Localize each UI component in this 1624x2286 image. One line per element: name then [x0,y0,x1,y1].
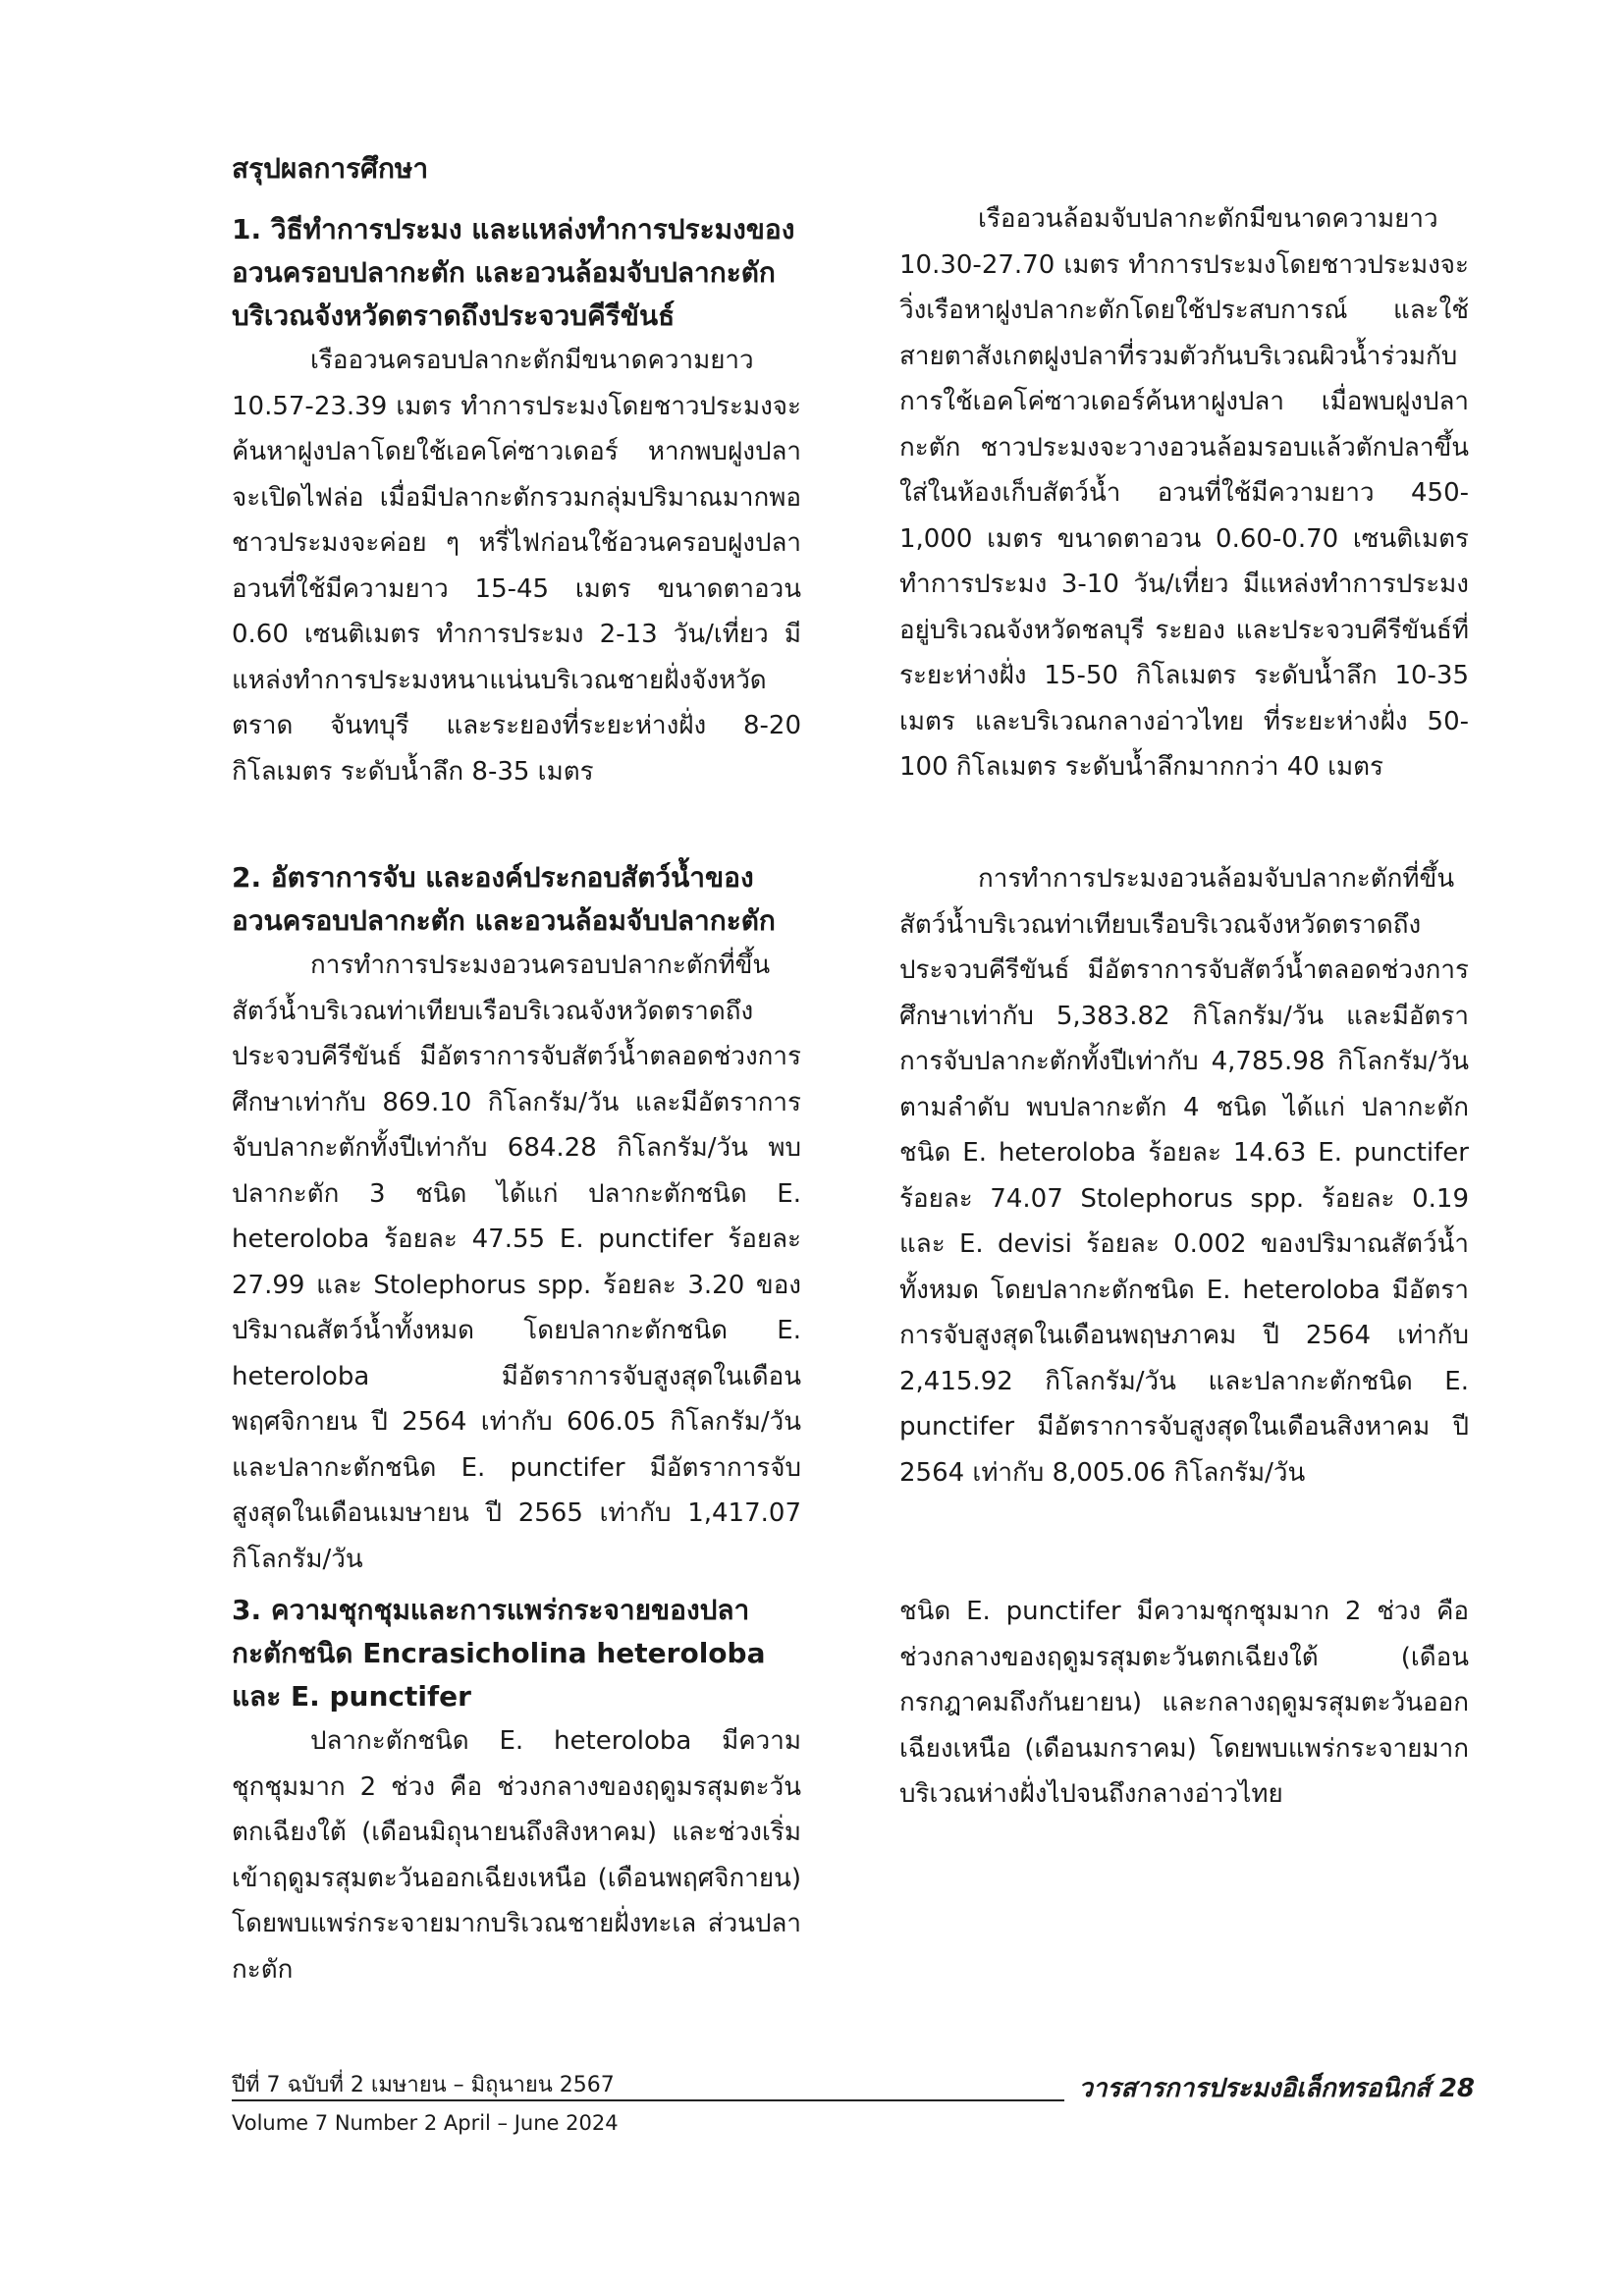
section-3-right-paragraph: ชนิด E. punctifer มีความชุกชุมมาก 2 ช่วง คือ ช่วงกลางของฤดูมรสุมตะวันตกเฉียงใต้ (เดือนกรกฎาคมถึงกันยายน) และกลางฤดูมรสุมตะวันออกเฉียงเหนือ (เดือนมกราคม) โดยพบแพร่กระจายมากบริเวณห่างฝั่งไปจนถึงกลางอ่าวไทย [899,1597,1469,1809]
left-column-top [232,147,801,794]
footer-journal-page: วารสารการประมงอิเล็กทรอนิกส์ 28 [1064,2074,1475,2103]
left-column-bottom [232,1589,801,1992]
footer-issue-thai: ปีที่ 7 ฉบับที่ 2 เมษายน – มิถุนายน 2567 [232,2073,615,2097]
section-2-heading: 2. อัตราการจับ และองค์ประกอบสัตว์น้ำของอวนครอบปลากะตัก และอวนล้อมจับปลากะตัก [232,861,776,937]
left-column-middle [232,856,801,1582]
section-2-left-paragraph: การทำการประมงอวนครอบปลากะตักที่ขึ้นสัตว์น้ำบริเวณท่าเทียบเรือบริเวณจังหวัดตราดถึงประจวบคีรีขันธ์ มีอัตราการจับสัตว์น้ำตลอดช่วงการศึกษาเท่ากับ 869.10 กิโลกรัม/วัน และมีอัตราการจับปลากะตักทั้งปีเท่ากับ 684.28 กิโลกรัม/วัน พบปลากะตัก 3 ชนิด ได้แก่ ปลากะตักชนิด E. heteroloba ร้อยละ 47.55 E. punctifer ร้อยละ 27.99 และ Stolephorus spp. ร้อยละ 3.20 ของปริมาณสัตว์น้ำทั้งหมด โดยปลากะตักชนิด E. heteroloba มีอัตราการจับสูงสุดในเดือนพฤศจิกายน ปี 2564 เท่ากับ 606.05 กิโลกรัม/วัน และปลากะตักชนิด E. punctifer มีอัตราการจับสูงสุดในเดือนเมษายน ปี 2565 เท่ากับ 1,417.07 กิโลกรัม/วัน [232,951,801,1574]
section-3-left-paragraph: ปลากะตักชนิด E. heteroloba มีความชุกชุมมาก 2 ช่วง คือ ช่วงกลางของฤดูมรสุมตะวันตกเฉียงใต้ (เดือนมิถุนายนถึงสิงหาคม) และช่วงเริ่มเข้าฤดูมรสุมตะวันออกเฉียงเหนือ (เดือนพฤศจิกายน) โดยพบแพร่กระจายมากบริเวณชายฝั่งทะเล ส่วนปลากะตัก [232,1726,801,1985]
section-2-right-paragraph: การทำการประมงอวนล้อมจับปลากะตักที่ขึ้นสัตว์น้ำบริเวณท่าเทียบเรือบริเวณจังหวัดตราดถึงประจวบคีรีขันธ์ มีอัตราการจับสัตว์น้ำตลอดช่วงการศึกษาเท่ากับ 5,383.82 กิโลกรัม/วัน และมีอัตราการจับปลากะตักทั้งปีเท่ากับ 4,785.98 กิโลกรัม/วัน ตามลำดับ พบปลากะตัก 4 ชนิด ได้แก่ ปลากะตักชนิด E. heteroloba ร้อยละ 14.63 E. punctifer ร้อยละ 74.07 Stolephorus spp. ร้อยละ 0.19 และ E. devisi ร้อยละ 0.002 ของปริมาณสัตว์น้ำทั้งหมด โดยปลากะตักชนิด E. heteroloba มีอัตราการจับสูงสุดในเดือนพฤษภาคม ปี 2564 เท่ากับ 2,415.92 กิโลกรัม/วัน และปลากะตักชนิด E. punctifer มีอัตราการจับสูงสุดในเดือนสิงหาคม ปี 2564 เท่ากับ 8,005.06 กิโลกรัม/วัน [899,864,1469,1488]
right-column-top [899,196,1469,790]
section-1-left-paragraph: เรืออวนครอบปลากะตักมีขนาดความยาว 10.57-23.39 เมตร ทำการประมงโดยชาวประมงจะค้นหาฝูงปลาโดยใช้เอคโค่ซาวเดอร์ หากพบฝูงปลาจะเปิดไฟล่อ เมื่อมีปลากะตักรวมกลุ่มปริมาณมากพอ ชาวประมงจะค่อย ๆ หรี่ไฟก่อนใช้อวนครอบฝูงปลา อวนที่ใช้มีความยาว 15-45 เมตร ขนาดตาอวน 0.60 เซนติเมตร ทำการประมง 2-13 วัน/เที่ยว มีแหล่งทำการประมงหนาแน่นบริเวณชายฝั่งจังหวัดตราด จันทบุรี และระยองที่ระยะห่างฝั่ง 8-20 กิโลเมตร ระดับน้ำลึก 8-35 เมตร [232,346,801,787]
section-3-heading: 3. ความชุกชุมและการแพร่กระจายของปลากะตักชนิด Encrasicholina heteroloba และ E. punctifer [232,1594,766,1713]
section-1-heading: 1. วิธีทำการประมง และแหล่งทำการประมงของอวนครอบปลากะตัก และอวนล้อมจับปลากะตักบริเวณจังหวัดตราดถึงประจวบคีรีขันธ์ [232,213,795,332]
right-column-bottom [899,1589,1469,1818]
section-1-right-paragraph: เรืออวนล้อมจับปลากะตักมีขนาดความยาว 10.30-27.70 เมตร ทำการประมงโดยชาวประมงจะวิ่งเรือหาฝูงปลากะตักโดยใช้ประสบการณ์ และใช้สายตาสังเกตฝูงปลาที่รวมตัวกันบริเวณผิวน้ำร่วมกับการใช้เอคโค่ซาวเดอร์ค้นหาฝูงปลา เมื่อพบฝูงปลากะตัก ชาวประมงจะวางอวนล้อมรอบแล้วตักปลาขึ้นใส่ในห้องเก็บสัตว์น้ำ อวนที่ใช้มีความยาว 450-1,000 เมตร ขนาดตาอวน 0.60-0.70 เซนติเมตร ทำการประมง 3-10 วัน/เที่ยว มีแหล่งทำการประมงอยู่บริเวณจังหวัดชลบุรี ระยอง และประจวบคีรีขันธ์ที่ระยะห่างฝั่ง 15-50 กิโลเมตร ระดับน้ำลึก 10-35 เมตร และบริเวณกลางอ่าวไทย ที่ระยะห่างฝั่ง 50-100 กิโลเมตร ระดับน้ำลึกมากกว่า 40 เมตร [899,204,1469,782]
footer-issue-english: Volume 7 Number 2 April – June 2024 [232,2111,619,2135]
summary-title: สรุปผลการศึกษา [232,152,429,185]
right-column-middle [899,856,1469,1496]
